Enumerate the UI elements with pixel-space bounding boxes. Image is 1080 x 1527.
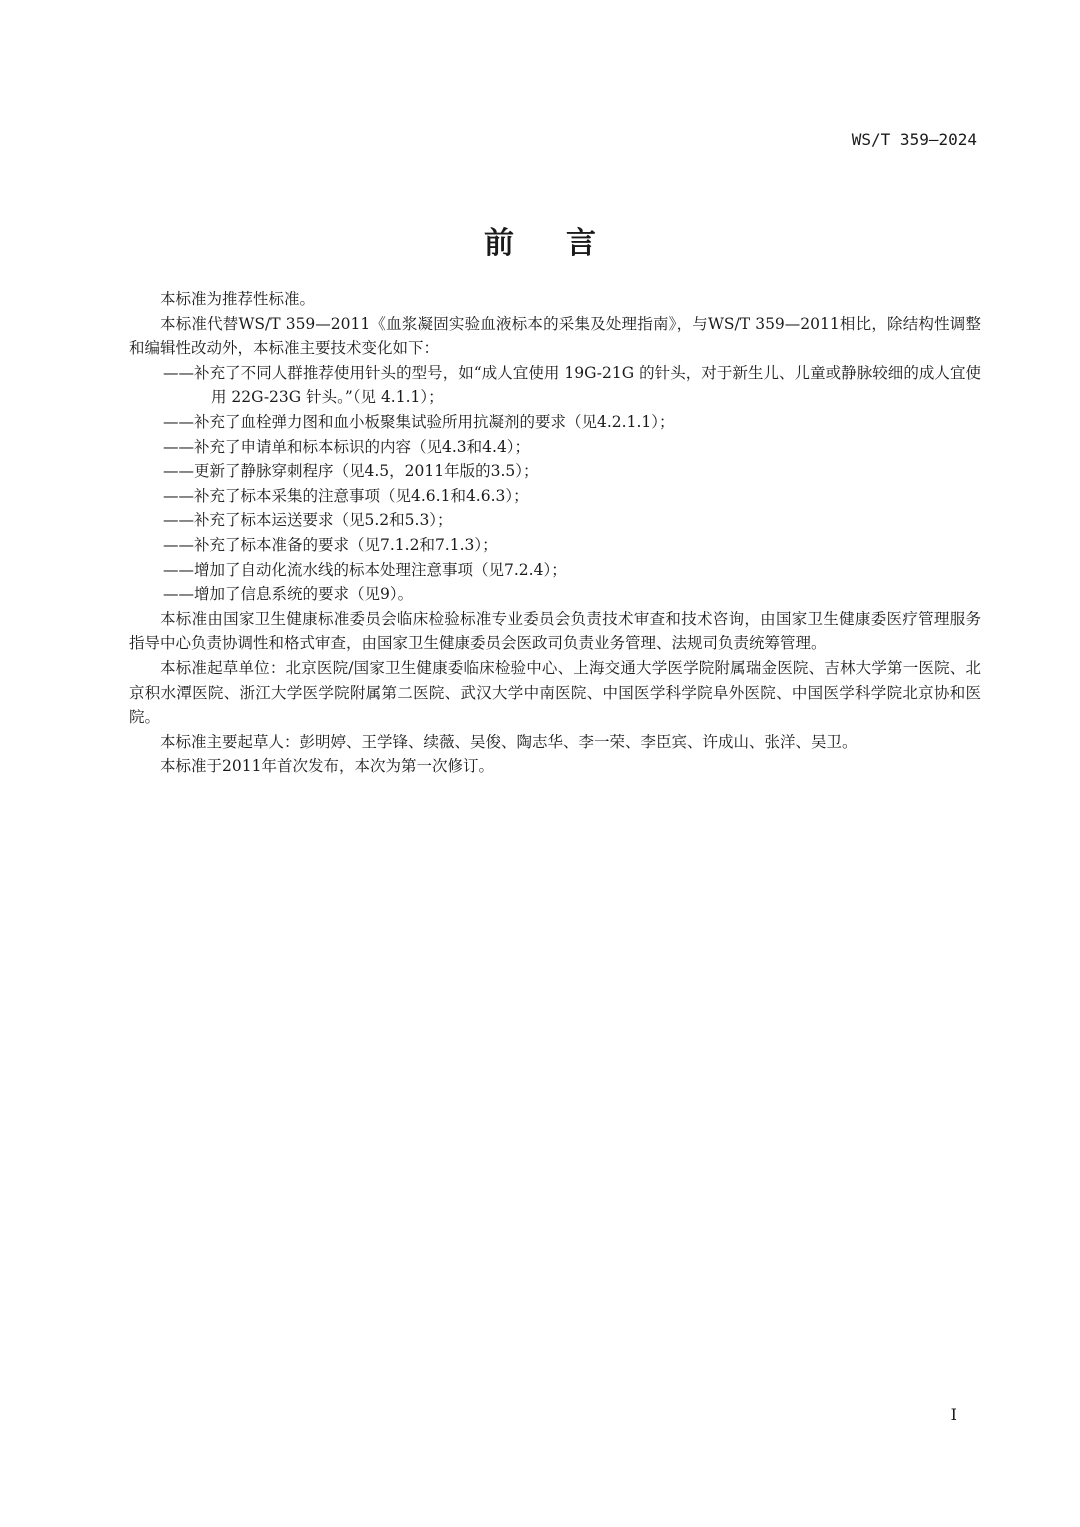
paragraph-drafting-units: 本标准起草单位：北京医院/国家卫生健康委临床检验中心、上海交通大学医学院附属瑞金医院、吉林大学第一医院、北京积水潭医院、浙江大学医学院附属第二医院、武汉大学中南医院、中国医学科学院阜外医院、中国医学科学院北京协和医院。 — [129, 658, 981, 727]
paragraph-drafters: 本标准主要起草人：彭明婷、王学锋、续薇、吴俊、陶志华、李一荣、李臣宾、许成山、张洋、吴卫。 — [160, 732, 858, 751]
change-item: ——更新了静脉穿刺程序（见4.5，2011年版的3.5）； — [163, 462, 539, 481]
change-item: ——补充了不同人群推荐使用针头的型号，如“成人宜使用 19G-21G 的针头，对于新生儿、儿童或静脉较细的成人宜使用 22G-23G 针头。”（见 4.1.1）； — [163, 363, 981, 407]
change-item: ——补充了标本运送要求（见5.2和5.3）； — [163, 511, 453, 530]
change-item: ——补充了血栓弹力图和血小板聚集试验所用抗凝剂的要求（见4.2.1.1）； — [163, 412, 675, 431]
paragraph-recommended-standard: 本标准为推荐性标准。 — [160, 290, 316, 308]
standard-code: WS/T 359—2024 — [851, 130, 977, 149]
change-item: ——增加了自动化流水线的标本处理注意事项（见7.2.4）； — [163, 560, 567, 579]
foreword-body — [129, 287, 981, 779]
paragraph-replacement: 本标准代替WS/T 359—2011《血浆凝固实验血液标本的采集及处理指南》，与WS/T 359—2011相比，除结构性调整和编辑性改动外，本标准主要技术变化如下： — [129, 314, 981, 358]
page-title: 前言 — [484, 226, 648, 261]
paragraph-history: 本标准于2011年首次发布，本次为第一次修订。 — [160, 757, 494, 776]
page-number: I — [950, 1405, 957, 1424]
change-item: ——补充了标本采集的注意事项（见4.6.1和4.6.3）； — [163, 486, 529, 505]
change-item: ——补充了标本准备的要求（见7.1.2和7.1.3）； — [163, 535, 498, 554]
paragraph-review: 本标准由国家卫生健康标准委员会临床检验标准专业委员会负责技术审查和技术咨询，由国家卫生健康委医疗管理服务指导中心负责协调性和格式审查，由国家卫生健康委员会医政司负责业务管理、法规司负责统筹管理。 — [129, 609, 981, 653]
change-item: ——补充了申请单和标本标识的内容（见4.3和4.4）； — [163, 437, 531, 456]
change-item: ——增加了信息系统的要求（见9）。 — [163, 585, 414, 604]
